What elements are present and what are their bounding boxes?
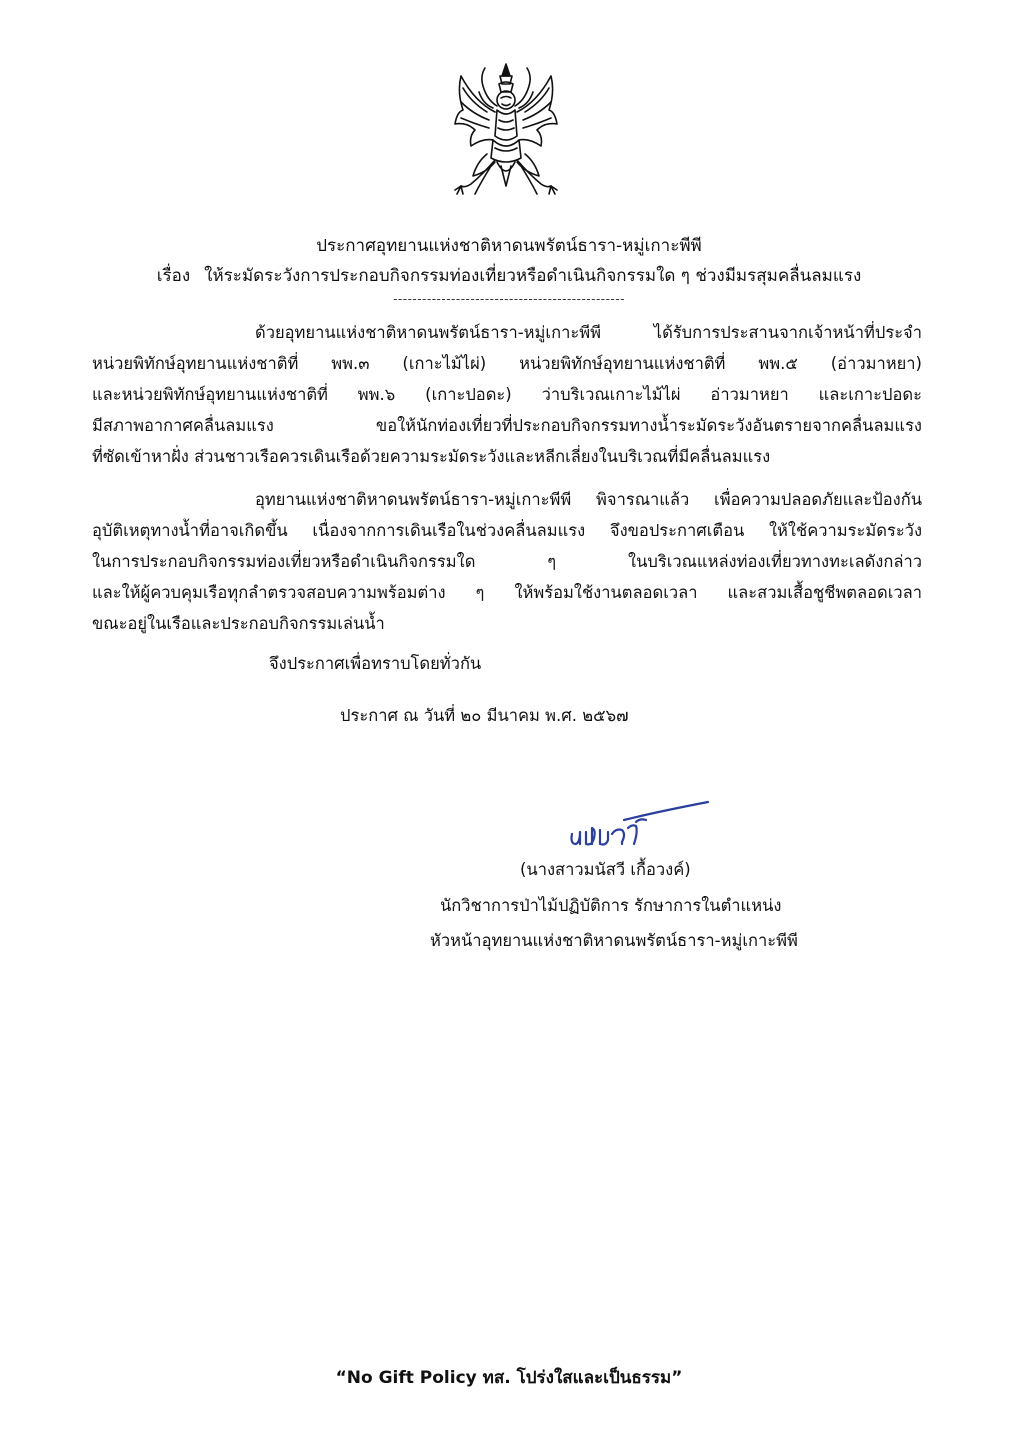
- garuda-emblem-icon: [447, 62, 565, 212]
- subject-text: ให้ระมัดระวังการประกอบกิจกรรมท่องเที่ยวหรือดำเนินกิจกรรมใด ๆ ช่วงมีมรสุมคลื่นลมแรง: [204, 266, 862, 286]
- signatory-position: นักวิชาการป่าไม้ปฏิบัติการ รักษาการในตำแหน่ง: [440, 896, 782, 915]
- subject-line: [0, 262, 1018, 289]
- paragraph-line: ที่ซัดเข้าหาฝั่ง ส่วนชาวเรือควรเดินเรือด้วยความระมัดระวังและหลีกเลี่ยงในบริเวณที่มีคลื่นลมแรง: [92, 447, 771, 466]
- signature: [566, 798, 726, 858]
- signatory-position-title: หัวหน้าอุทยานแห่งชาติหาดนพรัตน์ธารา-หมู่เกาะพีพี: [430, 931, 798, 950]
- paragraph-line: และให้ผู้ควบคุมเรือทุกลำตรวจสอบความพร้อมต่าง ๆ ให้พร้อมใช้งานตลอดเวลา และสวมเสื้อชูชีพตลอดเวลา: [92, 583, 922, 602]
- page-title: ประกาศอุทยานแห่งชาติหาดนพรัตน์ธารา-หมู่เกาะพีพี: [316, 236, 702, 256]
- paragraph-line: ขณะอยู่ในเรือและประกอบกิจกรรมเล่นน้ำ: [92, 614, 385, 633]
- paragraph-line: หน่วยพิทักษ์อุทยานแห่งชาติที่ พพ.๓ (เกาะไม้ไผ่) หน่วยพิทักษ์อุทยานแห่งชาติที่ พพ.๕ (อ่าวมาหยา): [92, 354, 922, 373]
- subject-label: เรื่อง: [156, 266, 191, 286]
- closing-line: จึงประกาศเพื่อทราบโดยทั่วกัน: [269, 654, 482, 673]
- paragraph-line: ด้วยอุทยานแห่งชาติหาดนพรัตน์ธารา-หมู่เกาะพีพี ได้รับการประสานจากเจ้าหน้าที่ประจำ: [255, 323, 922, 342]
- paragraph-line: มีสภาพอากาศคลื่นลมแรง ขอให้นักท่องเที่ยวที่ประกอบกิจกรรมทางน้ำระมัดระวังอันตรายจากคลื่นลมแรง: [92, 416, 922, 435]
- announcement-date: ประกาศ ณ วันที่ ๒๐ มีนาคม พ.ศ. ๒๕๖๗: [340, 706, 629, 725]
- signatory-name: (นางสาวมนัสวี เกื้อวงค์): [520, 860, 691, 879]
- paragraph-line: อุบัติเหตุทางน้ำที่อาจเกิดขึ้น เนื่องจากการเดินเรือในช่วงคลื่นลมแรง จึงขอประกาศเตือน ให้ใช้ความระมัดระวัง: [92, 521, 922, 540]
- paragraph-line: และหน่วยพิทักษ์อุทยานแห่งชาติที่ พพ.๖ (เกาะปอดะ) ว่าบริเวณเกาะไม้ไผ่ อ่าวมาหยา และเกาะปอดะ: [92, 385, 922, 404]
- paragraph-line: อุทยานแห่งชาติหาดนพรัตน์ธารา-หมู่เกาะพีพี พิจารณาแล้ว เพื่อความปลอดภัยและป้องกัน: [255, 490, 922, 509]
- paragraph-1: [92, 317, 922, 472]
- divider: ------------------------------------------------: [393, 292, 625, 306]
- paragraph-line: ในการประกอบกิจกรรมท่องเที่ยวหรือดำเนินกิจกรรมใด ๆ ในบริเวณแหล่งท่องเที่ยวทางทะเลดังกล่าว: [92, 552, 922, 571]
- paragraph-2: [92, 484, 922, 639]
- footer-slogan: “No Gift Policy ทส. โปร่งใสและเป็นธรรม”: [335, 1368, 683, 1388]
